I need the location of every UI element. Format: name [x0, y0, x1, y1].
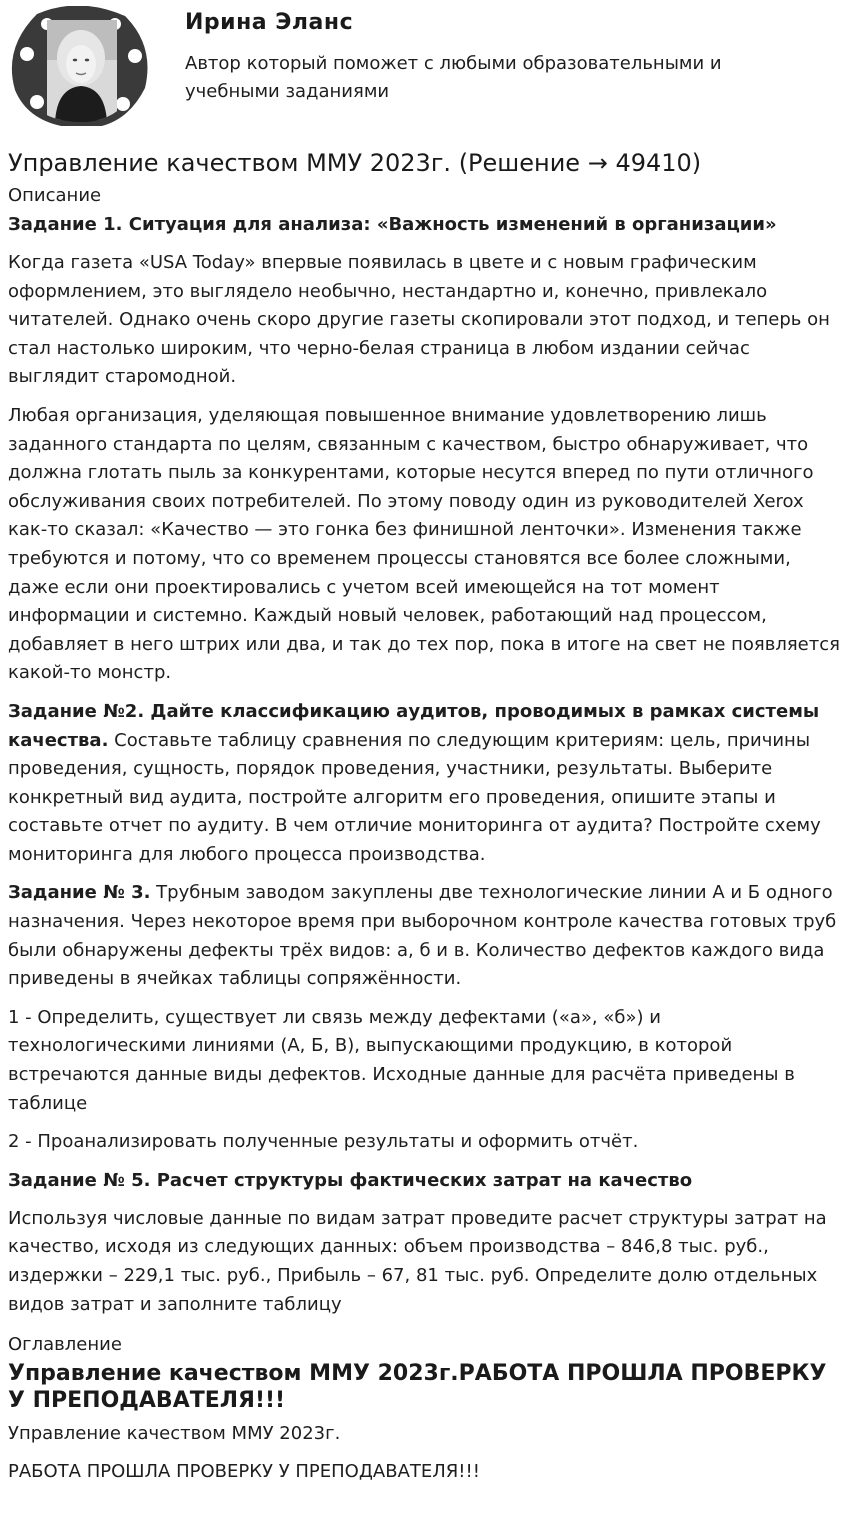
author-avatar — [7, 6, 151, 126]
task3-paragraph — [8, 879, 842, 993]
task1-heading: Задание 1. Ситуация для анализа: «Важность изменений в организации» — [8, 214, 777, 235]
toc-line-1: Управление качеством ММУ 2023г. — [8, 1423, 341, 1445]
toc-title: Управление качеством ММУ 2023г.РАБОТА ПРОШЛА ПРОВЕРКУ У ПРЕПОДАВАТЕЛЯ!!! — [8, 1361, 827, 1414]
film-reel-avatar-icon — [7, 6, 151, 126]
main-content — [8, 146, 842, 1496]
task3-item-2: 2 - Проанализировать полученные результаты и оформить отчёт. — [8, 1131, 639, 1153]
task3-text: Трубным заводом закуплены две технологические линии А и Б одного назначения. Через некоторое время при выборочном контроле качества готовых труб были обнаружены дефекты трёх видов: а, б и в. Количество дефектов каждого вида приведены в ячейках таблицы сопряжённости. — [8, 882, 837, 990]
task2-paragraph — [8, 698, 842, 870]
task2-text: Составьте таблицу сравнения по следующим критериям: цель, причины проведения, сущность, порядок проведения, участники, результаты. Выберите конкретный вид аудита, постройте алгоритм его проведения, опишите этапы и составьте отчет по аудиту. В чем отличие мониторинга от аудита? Постройте схему мониторинга для любого процесса производства. — [8, 729, 821, 865]
task1-paragraph-2: Любая организация, уделяющая повышенное внимание удовлетворению лишь заданного стандарта по целям, связанным с качеством, быстро обнаруживает, что должна глотать пыль за конкурентами, которые несутся вперед по пути отличного обслуживания своих потребителей. По этому поводу один из руководителей Xerox как-то сказал: «Качество — это гонка без финишной ленточки». Изменения также требуются и потому, что со временем процессы становятся все более сложными, даже если они проектировались с учетом всей имеющейся на тот момент информации и системно. Каждый новый человек, работающий над процессом, добавляет в него штрих или два, и так до тех пор, пока в итоге на свет не появляется какой-то монстр. — [8, 404, 840, 684]
description-label: Описание — [8, 185, 102, 206]
toc-line-2: РАБОТА ПРОШЛА ПРОВЕРКУ У ПРЕПОДАВАТЕЛЯ!!! — [8, 1461, 480, 1483]
task2-heading: Задание №2. Дайте классификацию аудитов, проводимых в рамках системы качества. — [8, 700, 820, 751]
task5-heading: Задание № 5. Расчет структуры фактических затрат на качество — [8, 1169, 693, 1191]
author-name[interactable]: Ирина Эланс — [185, 10, 354, 35]
toc-label: Оглавление — [8, 1334, 122, 1356]
task5-paragraph: Используя числовые данные по видам затрат проведите расчет структуры затрат на качество, исходя из следующих данных: объем производства – 846,8 тыс. руб., издержки – 229,1 тыс. руб., Прибыль – 67, 81 тыс. руб. Определите долю отдельных видов затрат и заполните таблицу — [8, 1207, 827, 1315]
task3-heading: Задание № 3. — [8, 882, 151, 904]
author-header — [0, 0, 847, 140]
author-description: Автор который поможет с любыми образовательными и учебными заданиями — [185, 53, 722, 102]
task1-paragraph-1: Когда газета «USA Today» впервые появилась в цвете и с новым графическим оформлением, это выглядело необычно, нестандартно и, конечно, привлекало читателей. Однако очень скоро другие газеты скопировали этот подход, и теперь он стал настолько широким, что черно-белая страница в любом издании сейчас выглядит старомодной. — [8, 252, 830, 388]
page-title: Управление качеством ММУ 2023г. (Решение → 49410) — [8, 149, 702, 177]
task3-item-1: 1 - Определить, существует ли связь между дефектами («а», «б») и технологическими линиями (А, Б, В), выпускающими продукцию, в которой встречаются данные виды дефектов. Исходные данные для расчёта приведены в таблице — [8, 1006, 795, 1114]
